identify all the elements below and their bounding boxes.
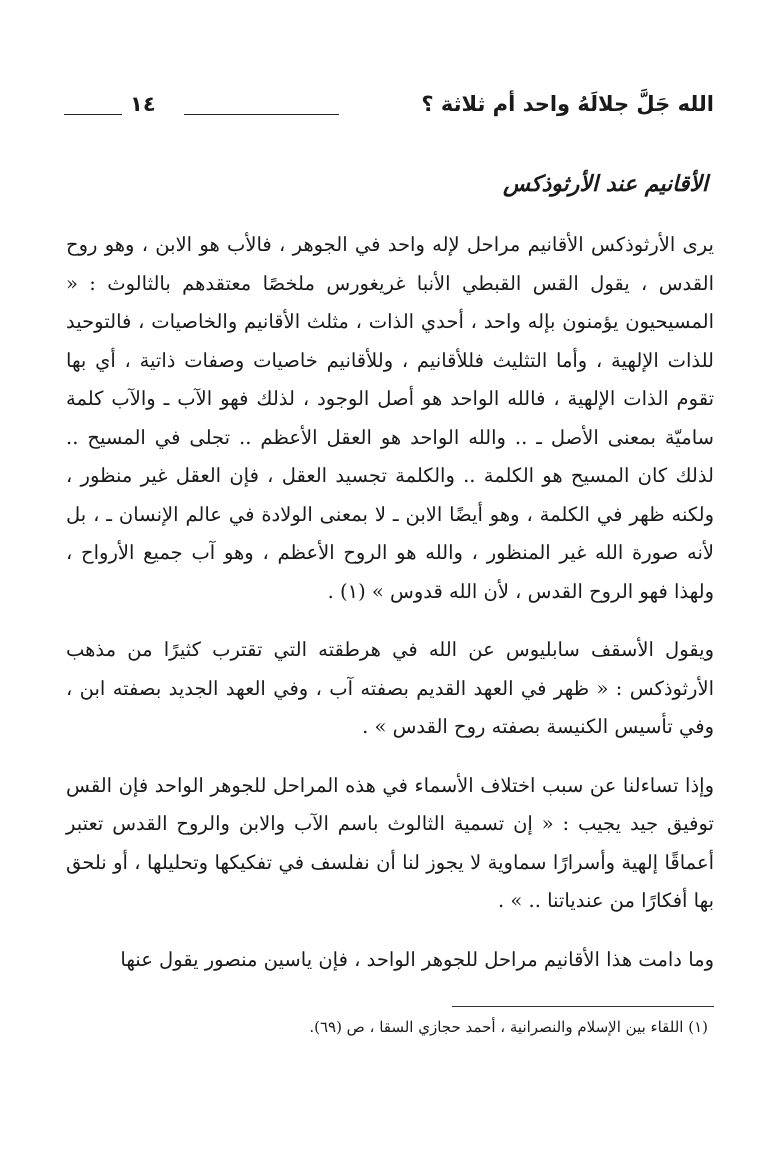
paragraph-4: وما دامت هذا الأقانيم مراحل للجوهر الواحد ، فإن ياسين منصور يقول عنها	[120, 947, 714, 971]
running-header	[64, 88, 714, 128]
paragraph-1: يرى الأرثوذكس الأقانيم مراحل لإله واحد في الجوهر ، فالأب هو الابن ، وهو روح القدس ، يقول القس القبطي الأنبا غريغورس ملخصًا معتقدهم بالثالوث : « المسيحيون يؤمنون بإله واحد ، أحدي الذات ، مثلث الأقانيم والخاصيات ، فالتوحيد للذات الإلهية ، وأما التثليث فللأقانيم ، وللأقانيم خاصيات وصفات ذاتية ، أي بها تقوم الذات الإلهية ، فالله الواحد هو أصل الوجود ، لذلك فهو الآب ـ والآب كلمة ساميّة بمعنى الأصل ـ .. والله الواحد هو العقل الأعظم .. تجلى في المسيح .. لذلك كان المسيح هو الكلمة .. والكلمة تجسيد العقل ، فإن العقل غير منظور ، ولكنه ظهر في الكلمة ، وهو أيضًا الابن ـ لا بمعنى الولادة في عالم الإنسان ـ ، بل لأنه صورة الله غير المنظور ، والله هو الروح الأعظم ، وهو آب جميع الأرواح ، ولهذا فهو الروح القدس ، لأن الله قدوس » (١) .	[66, 233, 714, 603]
section-heading: الأقانيم عند الأرثوذكس	[502, 172, 708, 197]
footnote-separator	[452, 1006, 714, 1007]
body-text	[66, 226, 714, 999]
header-rule-left	[64, 114, 122, 115]
header-title: الله جَلَّ جلالَهُ واحد أم ثلاثة ؟	[421, 92, 714, 116]
footnote: (١) اللقاء بين الإسلام والنصرانية ، أحمد حجازي السقا ، ص (٦٩).	[309, 1018, 708, 1036]
header-rule	[184, 114, 339, 115]
page-number: ١٤	[130, 92, 156, 116]
paragraph-2: ويقول الأسقف سابليوس عن الله في هرطقته التي تقترب كثيرًا من مذهب الأرثوذكس : « ظهر في العهد القديم بصفته آب ، وفي العهد الجديد بصفته ابن ، وفي تأسيس الكنيسة بصفته روح القدس » .	[66, 638, 714, 738]
paragraph-3: وإذا تساءلنا عن سبب اختلاف الأسماء في هذه المراحل للجوهر الواحد فإن القس توفيق جيد يجيب : « إن تسمية الثالوث باسم الآب والابن والروح القدس تعتبر أعماقًا إلهية وأسرارًا سماوية لا يجوز لنا أن نفلسف في تفكيكها وتحليلها ، أو نلحق بها أفكارًا من عندياتنا .. » .	[66, 773, 714, 912]
